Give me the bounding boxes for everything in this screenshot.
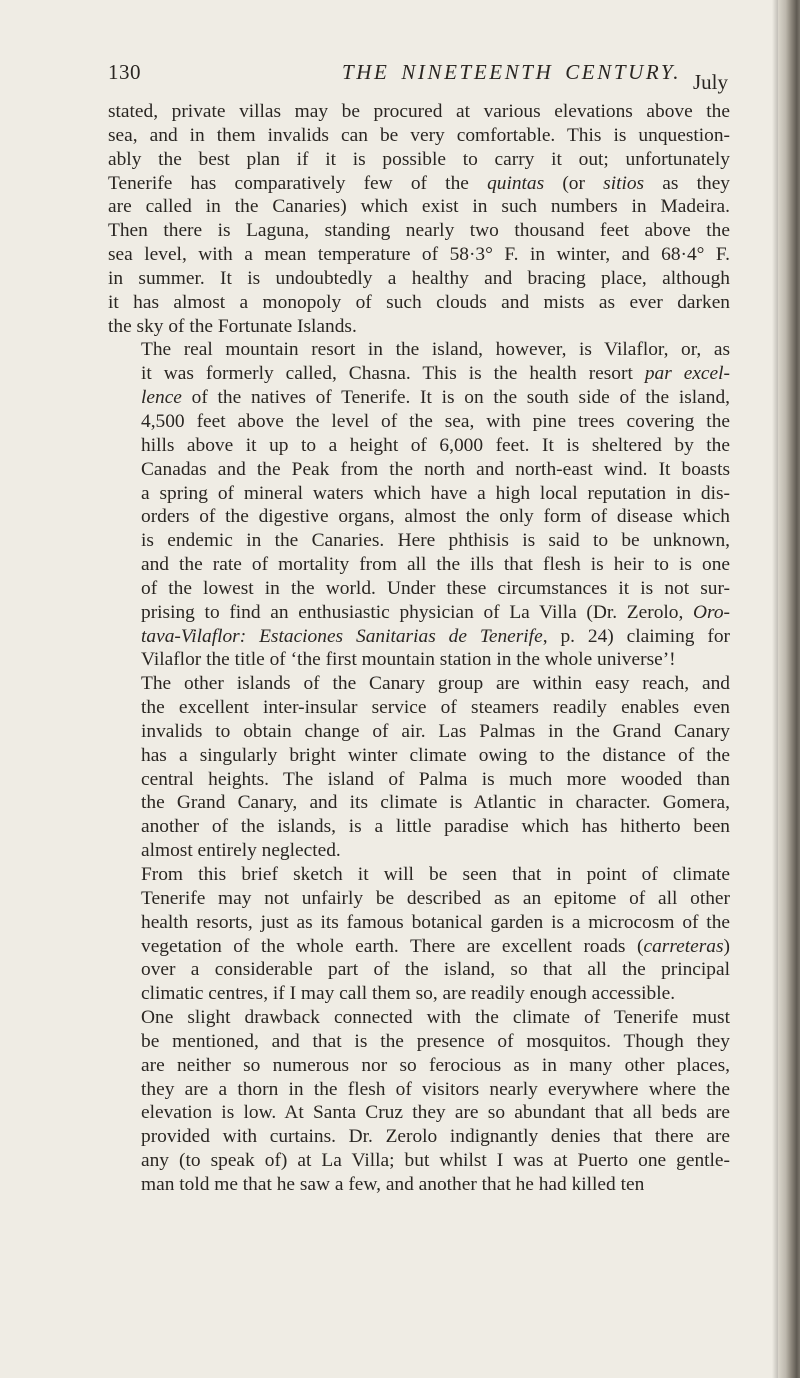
text-line: health resorts, just as its famous botanical garden is a microcosm of the xyxy=(141,911,730,933)
paragraph xyxy=(108,672,730,863)
text-line: provided with curtains. Dr. Zerolo indignantly denies that there are xyxy=(141,1126,730,1148)
page-header xyxy=(108,60,728,94)
paragraph xyxy=(108,1006,730,1197)
text-line: sea, and in them invalids can be very comfortable. This is unquestion- xyxy=(108,124,730,146)
text-line: prising to find an enthusiastic physician of La Villa (Dr. Zerolo, Oro- xyxy=(141,601,730,623)
text-line: a spring of mineral waters which have a high local reputation in dis- xyxy=(141,482,730,504)
text-line: From this brief sketch it will be seen that in point of climate xyxy=(141,864,730,885)
text-line: The real mountain resort in the island, however, is Vilaflor, or, as xyxy=(141,339,730,361)
text-line: man told me that he saw a few, and another that he had killed ten xyxy=(141,1173,645,1195)
text-line: any (to speak of) at La Villa; but whilst I was at Puerto one gentle- xyxy=(141,1150,730,1172)
text-line: sea level, with a mean temperature of 58·3° F. in winter, and 68·4° F. xyxy=(108,244,730,266)
text-line: 4,500 feet above the level of the sea, with pine trees covering the xyxy=(141,410,730,432)
text-line: orders of the digestive organs, almost the only form of disease which xyxy=(141,506,730,528)
text-line: Then there is Laguna, standing nearly two thousand feet above the xyxy=(108,220,730,242)
text-line: Tenerife has comparatively few of the quintas (or sitios as they xyxy=(108,172,731,194)
text-line: Tenerife may not unfairly be described as an epitome of all other xyxy=(141,887,730,909)
paragraph xyxy=(108,100,730,338)
text-line: vegetation of the whole earth. There are excellent roads (carreteras) xyxy=(141,935,730,957)
running-title: THE NINETEENTH CENTURY. xyxy=(342,60,682,84)
page-number: 130 xyxy=(108,60,141,84)
text-line: almost entirely neglected. xyxy=(141,840,341,862)
text-line: it was formerly called, Chasna. This is the health resort par excel- xyxy=(141,363,730,385)
text-line: ably the best plan if it is possible to carry it out; unfortunately xyxy=(108,148,730,170)
text-line: another of the islands, is a little paradise which has hitherto been xyxy=(141,816,730,838)
paragraph xyxy=(108,338,730,672)
text-line: central heights. The island of Palma is much more wooded than xyxy=(141,768,730,790)
text-line: are neither so numerous nor so ferocious as in many other places, xyxy=(141,1054,730,1076)
text-line: lence of the natives of Tenerife. It is on the south side of the island, xyxy=(141,387,730,409)
text-line: One slight drawback connected with the climate of Tenerife must xyxy=(141,1007,730,1029)
running-month: July xyxy=(692,70,728,94)
text-line: are called in the Canaries) which exist in such numbers in Madeira. xyxy=(108,196,730,218)
page-body-text xyxy=(108,100,730,1197)
text-line: hills above it up to a height of 6,000 feet. It is sheltered by the xyxy=(141,434,730,456)
text-line: they are a thorn in the flesh of visitors nearly everywhere where the xyxy=(141,1078,730,1100)
text-line: the excellent inter-insular service of steamers readily enables even xyxy=(141,697,730,719)
text-line: The other islands of the Canary group are within easy reach, and xyxy=(141,673,730,695)
paragraph xyxy=(108,863,730,1006)
book-binding-edge xyxy=(778,0,800,1378)
text-line: and the rate of mortality from all the ills that flesh is heir to is one xyxy=(141,554,730,576)
text-line: Vilaflor the title of ‘the first mountain station in the whole universe’! xyxy=(141,649,676,671)
text-line: stated, private villas may be procured at various elevations above the xyxy=(108,101,730,122)
text-line: in summer. It is undoubtedly a healthy and bracing place, although xyxy=(108,267,730,289)
text-line: climatic centres, if I may call them so, are readily enough accessible. xyxy=(141,983,676,1005)
text-line: tava-Vilaflor: Estaciones Sanitarias de Tenerife, p. 24) claiming for xyxy=(141,625,730,647)
text-line: the Grand Canary, and its climate is Atlantic in character. Gomera, xyxy=(141,792,730,814)
text-line: it has almost a monopoly of such clouds and mists as ever darken xyxy=(108,291,730,313)
text-line: Canadas and the Peak from the north and north-east wind. It boasts xyxy=(141,458,730,480)
text-line: the sky of the Fortunate Islands. xyxy=(108,315,357,337)
text-line: be mentioned, and that is the presence of mosquitos. Though they xyxy=(141,1030,730,1052)
text-line: has a singularly bright winter climate owing to the distance of the xyxy=(141,744,730,766)
text-line: invalids to obtain change of air. Las Palmas in the Grand Canary xyxy=(141,720,730,742)
text-line: of the lowest in the world. Under these circumstances it is not sur- xyxy=(141,577,730,599)
text-line: over a considerable part of the island, so that all the principal xyxy=(141,959,730,981)
text-line: elevation is low. At Santa Cruz they are so abundant that all beds are xyxy=(141,1102,730,1124)
text-line: is endemic in the Canaries. Here phthisis is said to be unknown, xyxy=(141,530,730,552)
